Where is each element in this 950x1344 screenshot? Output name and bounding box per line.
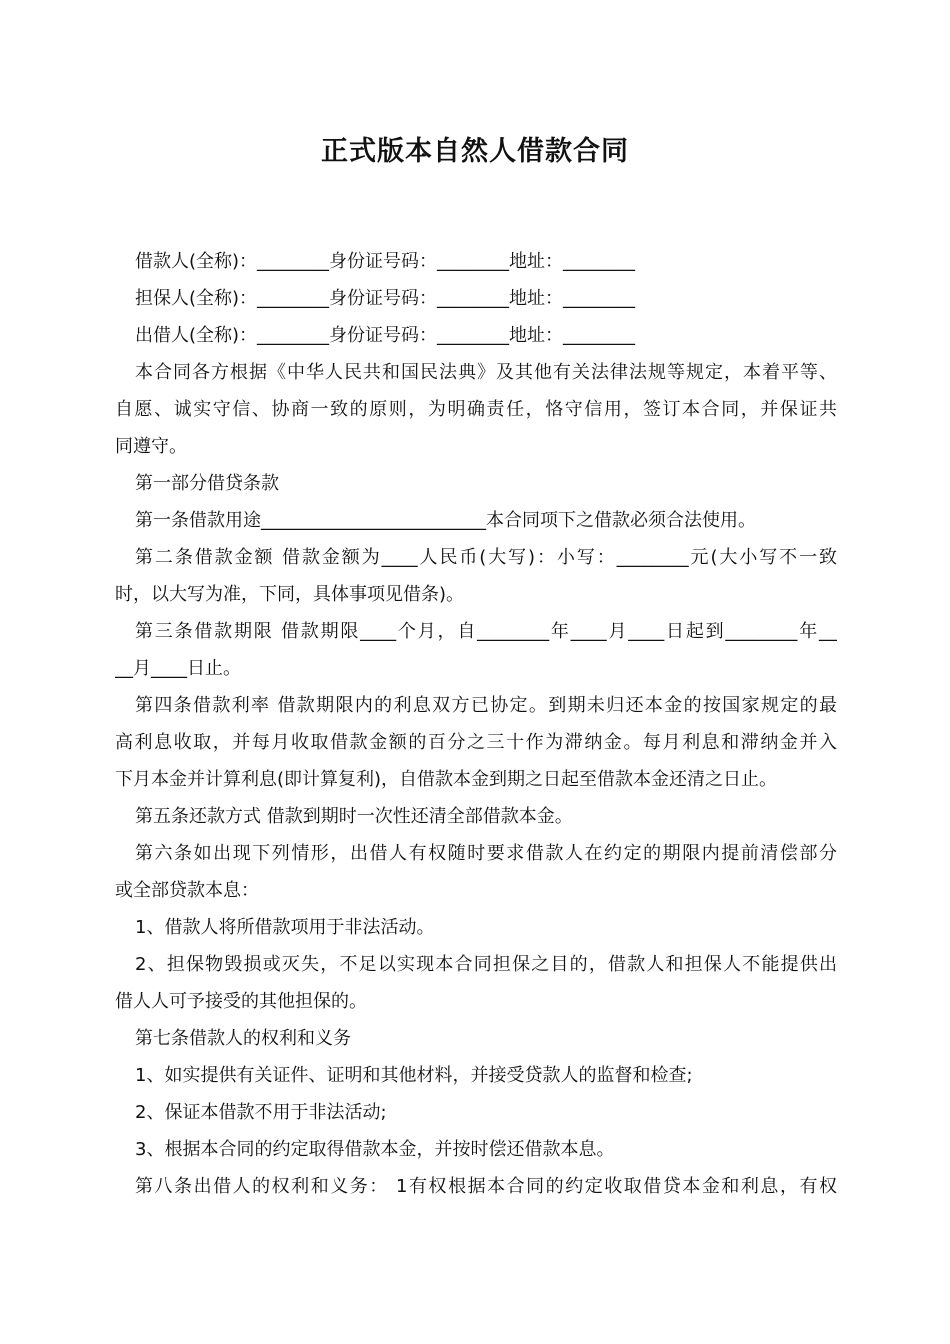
section-heading: 第一部分借贷条款 <box>135 473 279 494</box>
article-7-item: 3、根据本合同的约定取得借款本金，并按时偿还借款本息。 <box>135 1139 615 1160</box>
article-7-heading: 第七条借款人的权利和义务 <box>135 1028 351 1049</box>
article-5-line: 第五条还款方式 借款到期时一次性还清全部借款本金。 <box>135 806 573 827</box>
article-7-item: 1、如实提供有关证件、证明和其他材料，并接受贷款人的监督和检查; <box>135 1065 693 1086</box>
preamble-line: 同遵守。 <box>115 436 187 457</box>
article-8-line: 第八条出借人的权利和义务： 1有权根据本合同的约定收取借贷本金和利息，有权 <box>135 1176 837 1197</box>
preamble-line: 本合同各方根据《中华人民共和国民法典》及其他有关法律法规等规定，本着平等、 <box>135 362 837 383</box>
preamble-line: 自愿、诚实守信、协商一致的原则，为明确责任，恪守信用，签订本合同，并保证共 <box>115 399 837 420</box>
article-6-line: 第六条如出现下列情形，出借人有权随时要求借款人在约定的期限内提前清偿部分 <box>135 843 837 864</box>
article-4-line: 下月本金并计算利息(即计算复利)，自借款本金到期之日起至借款本金还清之日止。 <box>115 769 778 790</box>
article-4-line: 第四条借款利率 借款期限内的利息双方已协定。到期未归还本金的按国家规定的最 <box>135 695 837 716</box>
article-2-line: 第二条借款金额 借款金额为____人民币(大写)：小写：________元(大小写不一致 <box>135 547 837 568</box>
guarantor-info-line: 担保人(全称)：________身份证号码：________地址：________ <box>135 288 636 309</box>
article-4-line: 高利息收取，并每月收取借款金额的百分之三十作为滞纳金。每月利息和滞纳金并入 <box>115 732 837 753</box>
lender-info-line: 出借人(全称)：________身份证号码：________地址：________ <box>135 325 636 346</box>
article-1-line: 第一条借款用途_________________________本合同项下之借款必须合法使用。 <box>135 510 756 531</box>
article-6-line: 或全部贷款本息： <box>115 880 259 901</box>
document-body <box>115 243 837 1205</box>
article-3-line: 第三条借款期限 借款期限____个月，自________年____月____日起到________年__ <box>135 621 837 642</box>
article-2-line: 时，以大写为准，下同，具体事项见借条)。 <box>115 584 465 605</box>
article-6-item: 2、担保物毁损或灭失，不足以实现本合同担保之目的，借款人和担保人不能提供出 <box>135 954 837 975</box>
borrower-info-line: 借款人(全称)：________身份证号码：________地址：________ <box>135 251 636 272</box>
document-title: 正式版本自然人借款合同 <box>321 136 629 167</box>
article-3-line: __月____日止。 <box>115 658 241 679</box>
article-7-item: 2、保证本借款不用于非法活动; <box>135 1102 387 1123</box>
article-6-item: 借人人可予接受的其他担保的。 <box>115 991 367 1012</box>
article-6-item: 1、借款人将所借款项用于非法活动。 <box>135 917 435 938</box>
